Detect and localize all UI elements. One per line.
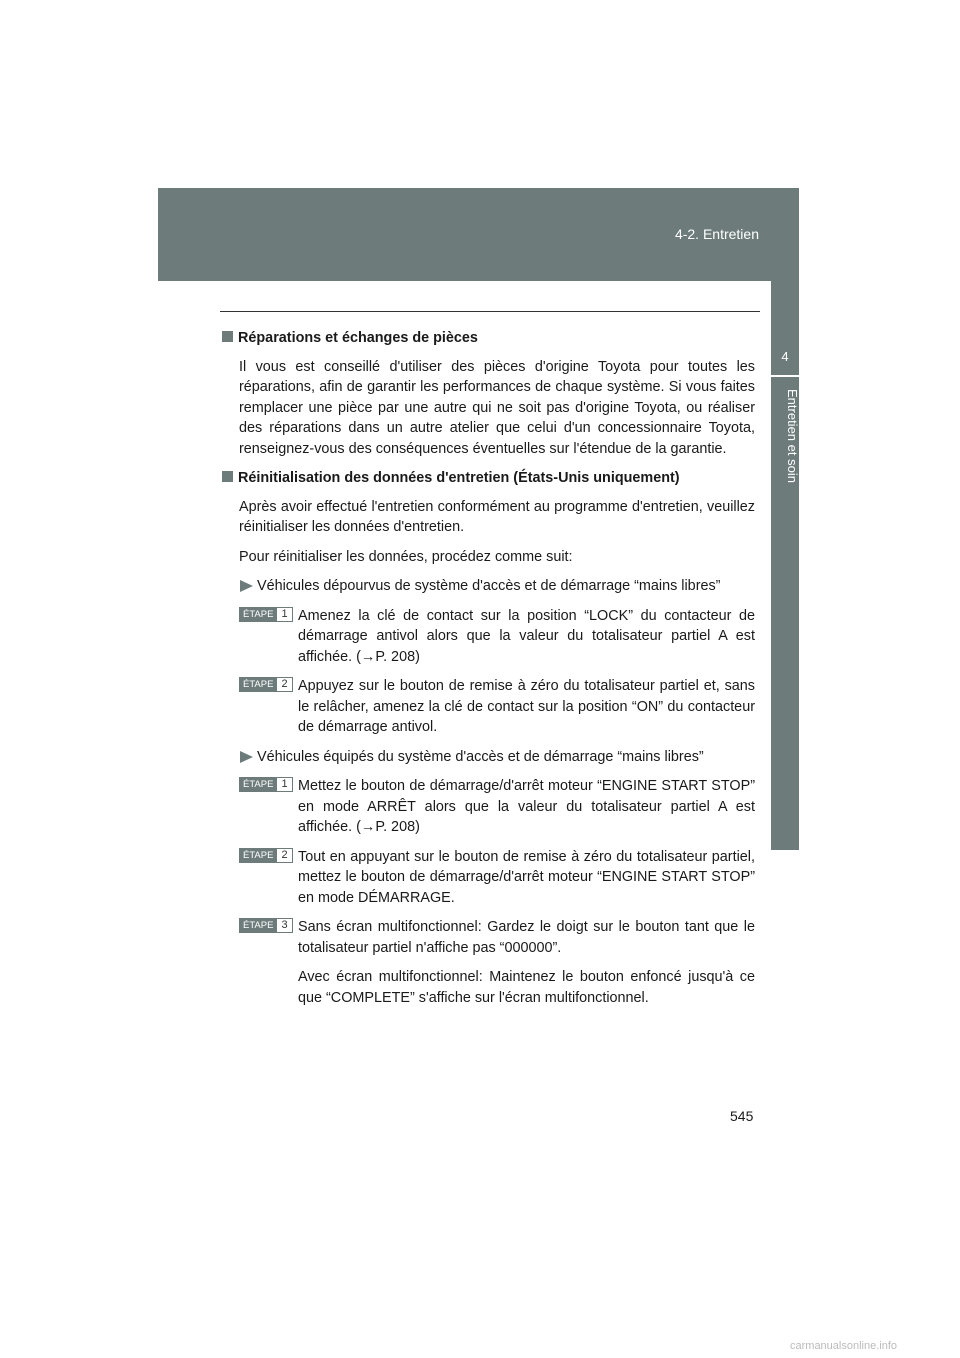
step-badge xyxy=(239,918,293,933)
step-label: ÉTAPE xyxy=(239,607,277,622)
chapter-title: 4-2. Entretien xyxy=(674,226,759,242)
step-item xyxy=(222,606,755,668)
step-badge xyxy=(239,777,293,792)
step-number: 3 xyxy=(277,918,292,933)
header-band xyxy=(158,188,799,281)
watermark: carmanualsonline.info xyxy=(790,1340,898,1352)
bullet-text: Véhicules équipés du système d'accès et de démarrage “mains libres” xyxy=(257,748,704,765)
header-rule xyxy=(220,311,760,312)
square-bullet-icon xyxy=(222,331,233,342)
step-number: 2 xyxy=(277,848,292,863)
step-text: Amenez la clé de contact sur la position “LOCK” du contacteur de démarrage antivol alors que la valeur du totalisateur partiel A est affichée. (→P. 208) xyxy=(298,607,755,665)
triangle-bullet-icon xyxy=(240,751,253,763)
step-text: Appuyez sur le bouton de remise à zéro du totalisateur partiel et, sans le relâcher, amenez la clé de contact sur la position “ON” du contacteur de démarrage antivol. xyxy=(298,678,755,735)
step-text: Sans écran multifonctionnel: Gardez le doigt sur le bouton tant que le totalisateur partiel n'affiche pas “000000”. xyxy=(298,919,755,956)
triangle-bullet-icon xyxy=(240,580,253,592)
step-badge xyxy=(239,848,293,863)
page-number: 545 xyxy=(730,1108,754,1124)
step-label: ÉTAPE xyxy=(239,848,277,863)
paragraph: Pour réinitialiser les données, procédez comme suit: xyxy=(239,548,573,565)
step-text: Tout en appuyant sur le bouton de remise à zéro du totalisateur partiel, mettez le bouton de démarrage/d'arrêt moteur “ENGINE START STOP” en mode DÉMARRAGE. xyxy=(298,848,755,906)
step-item xyxy=(222,847,755,909)
step-badge xyxy=(239,607,293,622)
section-heading xyxy=(222,328,755,349)
step-label: ÉTAPE xyxy=(239,918,277,933)
step-text: Mettez le bouton de démarrage/d'arrêt moteur “ENGINE START STOP” en mode ARRÊT alors que la valeur du totalisateur partiel A est affichée. (→P. 208) xyxy=(298,778,755,835)
side-tab xyxy=(771,281,799,850)
step-item xyxy=(222,676,755,738)
step-badge xyxy=(239,677,293,692)
step-number: 1 xyxy=(277,777,292,792)
step-number: 2 xyxy=(277,677,292,692)
paragraph: Après avoir effectué l'entretien conformément au programme d'entretien, veuillez réinitialiser les données d'entretien. xyxy=(239,498,755,535)
bullet-text: Véhicules dépourvus de système d'accès et de démarrage “mains libres” xyxy=(257,578,721,594)
square-bullet-icon xyxy=(222,471,233,482)
content xyxy=(222,328,755,1017)
step-label: ÉTAPE xyxy=(239,777,277,792)
side-tab-label: Entretien et soin xyxy=(785,389,800,483)
vehicle-type-bullet xyxy=(239,747,755,768)
step-number: 1 xyxy=(277,607,292,622)
section-heading-text: Réparations et échanges de pièces xyxy=(238,330,478,346)
step-item xyxy=(222,776,755,838)
paragraph: Il vous est conseillé d'utiliser des pièces d'origine Toyota pour toutes les réparations, afin de garantir les performances de chaque système. Si vous faites remplacer une pièce par une autre qui ne soit pas d'origine Toyota, ou réaliser des réparations dans un autre atelier que celui d'un concessionnaire Toyota, renseignez-vous des conséquences éventuelles sur l'étendue de la garantie. xyxy=(239,358,755,457)
step-subtext: Avec écran multifonctionnel: Maintenez le bouton enfoncé jusqu'à ce que “COMPLETE” s'affiche sur l'écran multifonctionnel. xyxy=(298,969,755,1006)
section-heading xyxy=(222,468,755,489)
section-heading-text: Réinitialisation des données d'entretien (États-Unis uniquement) xyxy=(238,470,680,486)
side-tab-divider xyxy=(771,375,799,377)
step-label: ÉTAPE xyxy=(239,677,277,692)
step-item xyxy=(222,917,755,958)
vehicle-type-bullet xyxy=(239,576,755,597)
side-tab-number: 4 xyxy=(781,349,789,364)
